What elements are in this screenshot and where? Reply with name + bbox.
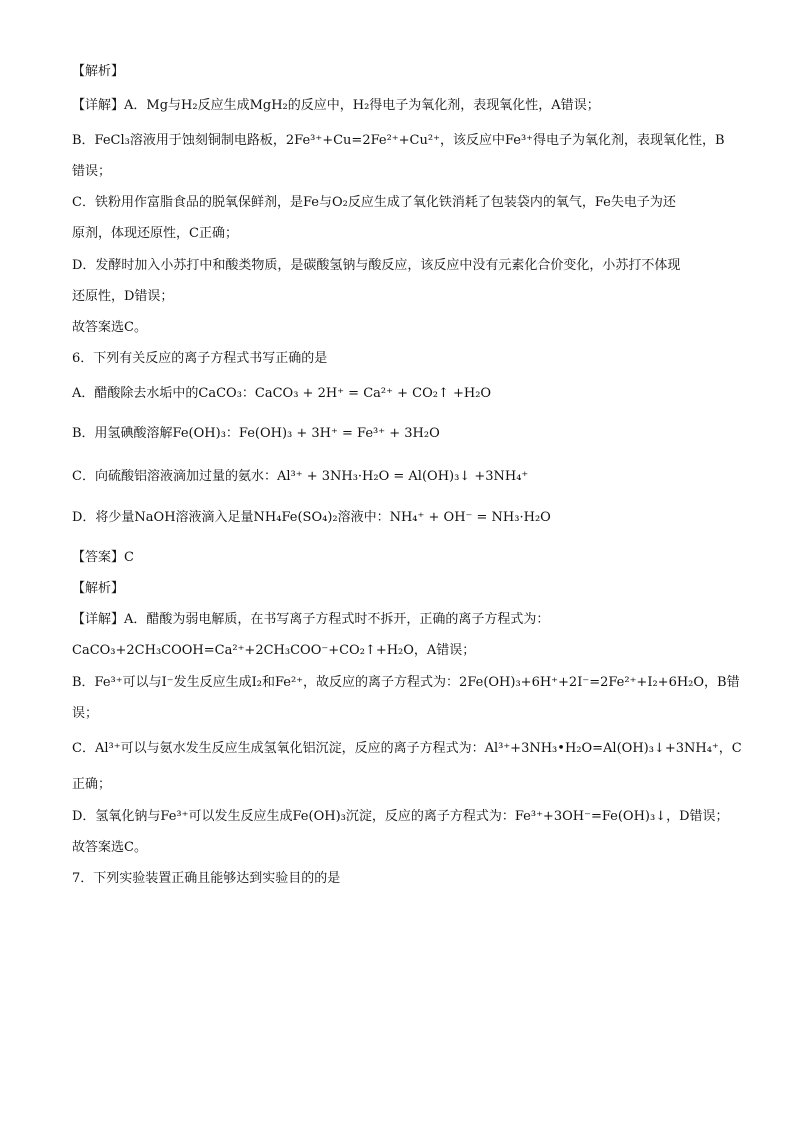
- question-6-stem: 6．下列有关反应的离子方程式书写正确的是: [72, 351, 328, 366]
- option-b: B．用氢碘酸溶解Fe(OH)₃：Fe(OH)₃ + 3H⁺ = Fe³⁺ + 3H₂O: [72, 426, 440, 441]
- detail-line-b: B．FeCl₃溶液用于蚀刻铜制电路板，2Fe³⁺+Cu=2Fe²⁺+Cu²⁺，该反应中Fe³⁺得电子为氧化剂，表现氧化性，B: [72, 133, 725, 148]
- detail-line-d: D．发酵时加入小苏打中和酸类物质，是碳酸氢钠与酸反应，该反应中没有元素化合价变化，小苏打不体现: [72, 258, 681, 273]
- detail2-line-d: D．氢氧化钠与Fe³⁺可以发生反应生成Fe(OH)₃沉淀，反应的离子方程式为：Fe³⁺+3OH⁻=Fe(OH)₃↓，D错误；: [72, 809, 729, 824]
- detail-line-c-cont: 原剂，体现还原性，C正确；: [72, 226, 238, 241]
- answer-conclusion: 故答案选C。: [72, 320, 147, 335]
- section-label-analysis: 【解析】: [72, 64, 125, 79]
- detail-line-c: C．铁粉用作富脂食品的脱氧保鲜剂，是Fe与O₂反应生成了氧化铁消耗了包装袋内的氧气，Fe失电子为还: [72, 195, 676, 210]
- detail2-line-b-cont: 误；: [72, 706, 99, 721]
- detail2-line-a-eq: CaCO₃+2CH₃COOH=Ca²⁺+2CH₃COO⁻+CO₂↑+H₂O，A错误；: [72, 643, 476, 658]
- detail2-line-a: 【详解】A．醋酸为弱电解质，在书写离子方程式时不拆开，正确的离子方程式为：: [72, 612, 550, 627]
- question-7-stem: 7．下列实验装置正确且能够达到实验目的的是: [72, 871, 341, 886]
- detail-line-b-cont: 错误；: [72, 164, 112, 179]
- detail2-line-c: C．Al³⁺可以与氨水发生反应生成氢氧化铝沉淀，反应的离子方程式为：Al³⁺+3NH₃•H₂O=Al(OH)₃↓+3NH₄⁺，C: [72, 741, 742, 756]
- section-label-analysis-2: 【解析】: [72, 581, 125, 596]
- option-a: A．醋酸除去水垢中的CaCO₃：CaCO₃ + 2H⁺ = Ca²⁺ + CO₂↑ +H₂O: [72, 386, 492, 401]
- detail2-line-b: B．Fe³⁺可以与I⁻发生反应生成I₂和Fe²⁺，故反应的离子方程式为：2Fe(OH)₃+6H⁺+2I⁻=2Fe²⁺+I₂+6H₂O，B错: [72, 675, 740, 690]
- detail-line-a: 【详解】A．Mg与H₂反应生成MgH₂的反应中，H₂得电子为氧化剂，表现氧化性，A错误；: [72, 98, 600, 113]
- option-c: C．向硫酸铝溶液滴加过量的氨水：Al³⁺ + 3NH₃·H₂O = Al(OH)₃↓ +3NH₄⁺: [72, 469, 529, 484]
- answer-conclusion-2: 故答案选C。: [72, 840, 147, 855]
- answer-label: 【答案】C: [72, 550, 134, 565]
- detail-line-d-cont: 还原性，D错误；: [72, 289, 174, 304]
- detail2-line-c-cont: 正确；: [72, 777, 112, 792]
- option-d: D．将少量NaOH溶液滴入足量NH₄Fe(SO₄)₂溶液中：NH₄⁺ + OH⁻ = NH₃·H₂O: [72, 510, 551, 525]
